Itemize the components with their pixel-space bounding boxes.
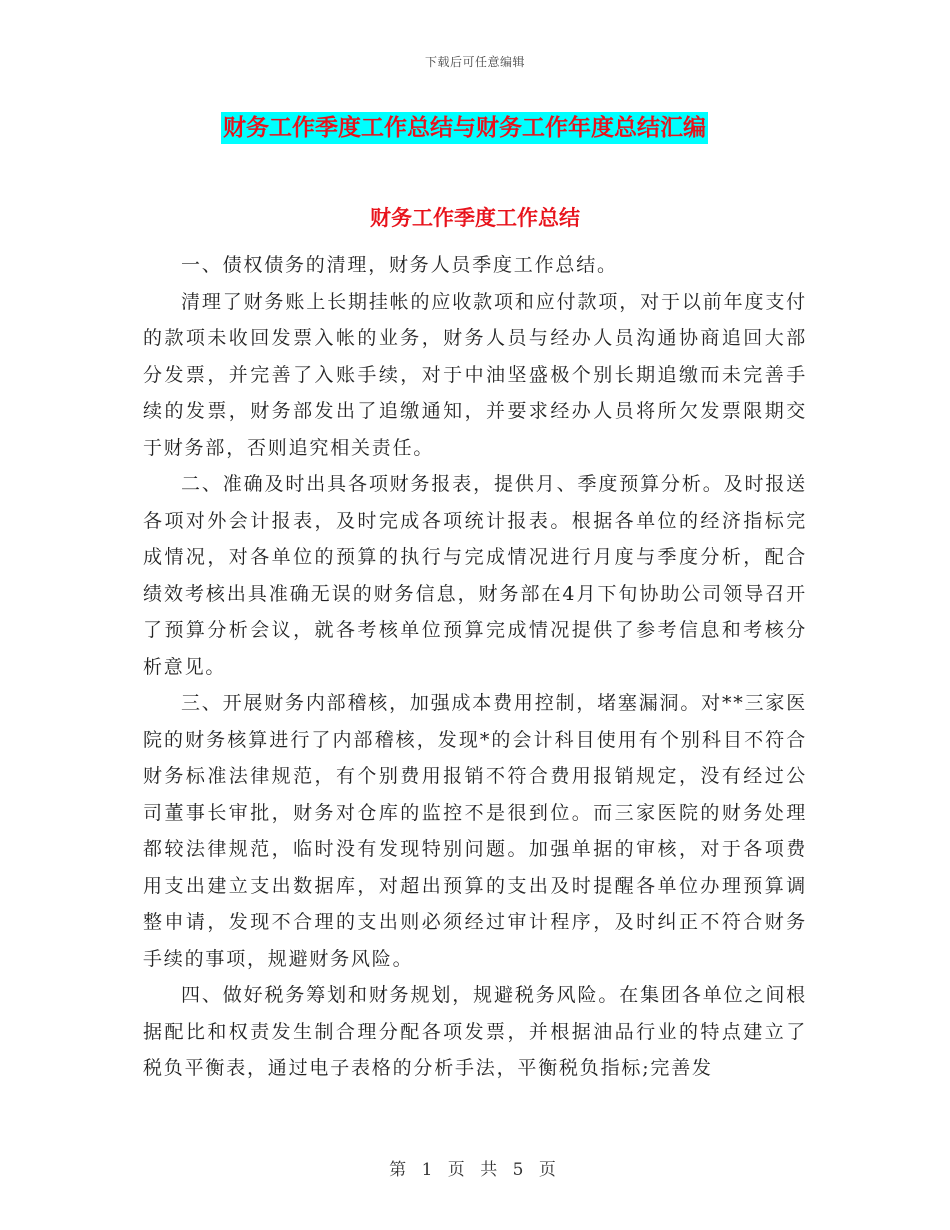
paragraph-5: 四、做好税务筹划和财务规划，规避税务风险。在集团各单位之间根据配比和权责发生制合理分配各项发票，并根据油品行业的特点建立了税负平衡表，通过电子表格的分析手法，平衡税负指标;完善发 <box>143 984 807 1079</box>
section-title: 财务工作季度工作总结 <box>370 206 580 230</box>
paragraph-4: 三、开展财务内部稽核，加强成本费用控制，堵塞漏洞。对**三家医院的财务核算进行了内部稽核，发现*的会计科目使用有个别科目不符合财务标准法律规范，有个别费用报销不符合费用报销规定，没有经过公司董事长审批，财务对仓库的监控不是很到位。而三家医院的财务处理都较法律规范，临时没有发现特别问题。加强单据的审核，对于各项费用支出建立支出数据库，对超出预算的支出及时提醒各单位办理预算调整申请，发现不合理的支出则必须经过审计程序，及时纠正不符合财务手续的事项，规避财务风险。 <box>143 692 807 970</box>
document-main-title: 财务工作季度工作总结与财务工作年度总结汇编 <box>221 112 708 144</box>
paragraph-2: 清理了财务账上长期挂帐的应收款项和应付款项，对于以前年度支付的款项未收回发票入帐的业务，财务人员与经办人员沟通协商追回大部分发票，并完善了入账手续，对于中油坚盛极个别长期追缴而未完善手续的发票，财务部发出了追缴通知，并要求经办人员将所欠发票限期交于财务部，否则追究相关责任。 <box>143 290 807 459</box>
page-header-note: 下载后可任意编辑 <box>424 55 525 69</box>
page-number-footer: 第 1 页 共 5 页 <box>389 1160 561 1180</box>
paragraph-1: 一、债权债务的清理，财务人员季度工作总结。 <box>181 254 618 276</box>
paragraph-3: 二、准确及时出具各项财务报表，提供月、季度预算分析。及时报送各项对外会计报表，及时完成各项统计报表。根据各单位的经济指标完成情况，对各单位的预算的执行与完成情况进行月度与季度分析，配合绩效考核出具准确无误的财务信息，财务部在4月下旬协助公司领导召开了预算分析会议，就各考核单位预算完成情况提供了参考信息和考核分析意见。 <box>143 473 807 678</box>
document-body <box>143 247 807 1109</box>
